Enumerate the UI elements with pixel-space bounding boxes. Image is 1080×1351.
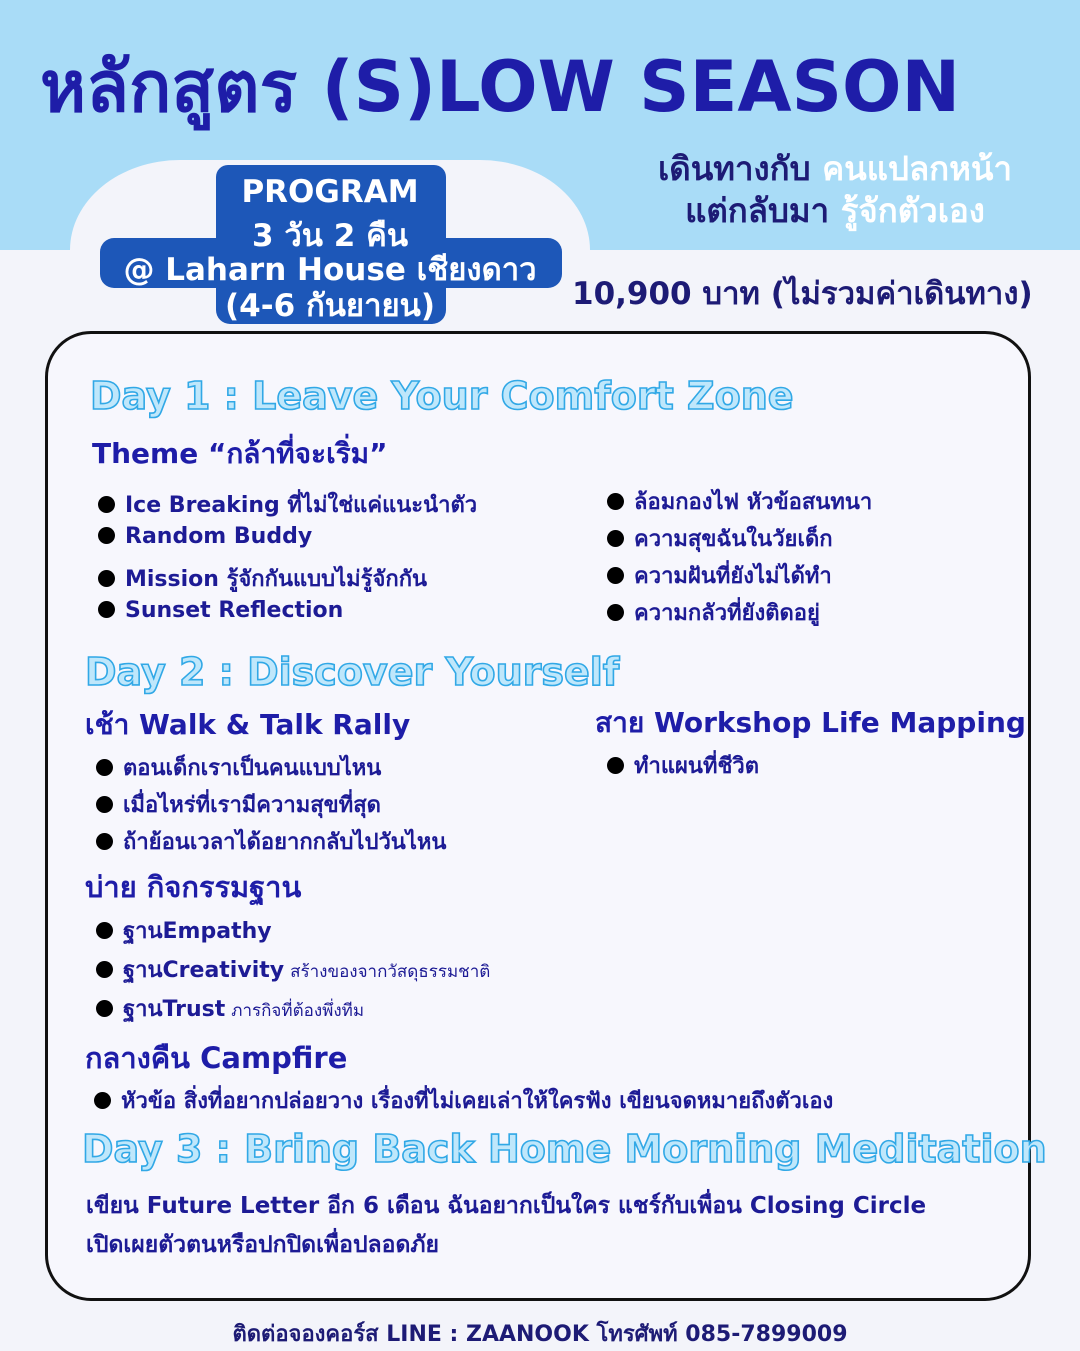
bullet-icon [98,601,115,618]
bullet-icon [607,757,624,774]
tagline-line1-a: เดินทางกับ [658,149,823,188]
contact-footer: ติดต่อจองคอร์ส LINE : ZAANOOK โทรศัพท์ 085-7899009 [232,1322,848,1347]
bullet-icon [98,570,115,587]
bullet-icon [94,1092,111,1109]
list-item: ความสุขฉันในวัยเด็ก [607,521,833,556]
bullet-icon [607,493,624,510]
price: 10,900 บาท (ไม่รวมค่าเดินทาง) [572,276,1033,312]
list-item: Sunset Reflection [98,598,343,623]
bullet-icon [607,604,624,621]
bullet-icon [96,1000,113,1017]
bullet-icon [96,833,113,850]
program-location: @ Laharn House เชียงดาว [123,252,537,288]
page-title: หลักสูตร (S)LOW SEASON [40,46,961,128]
list-item: ความฝันที่ยังไม่ได้ทำ [607,558,832,593]
bullet-icon [607,567,624,584]
day2-morning-title: เช้า Walk & Talk Rally [85,708,411,741]
day2-title: Day 2 : Discover Yourself [85,650,620,694]
bullet-icon [96,759,113,776]
day3-line1: เขียน Future Letter อีก 6 เดือน ฉันอยากเป็นใคร แชร์กับเพื่อน Closing Circle [86,1193,927,1219]
day1-title: Day 1 : Leave Your Comfort Zone [90,374,794,418]
program-duration: 3 วัน 2 คืน [251,218,409,254]
day2-afternoon-title: บ่าย กิจกรรมฐาน [85,870,302,904]
tagline-line2-a: แต่กลับมา [685,191,841,230]
program-label: PROGRAM [241,174,419,210]
list-item: ทำแผนที่ชีวิต [607,748,759,783]
bullet-icon [98,496,115,513]
bullet-icon [98,527,115,544]
list-item: ล้อมกองไฟ หัวข้อสนทนา [607,484,872,519]
program-dates: (4-6 กันยายน) [224,288,436,324]
day2-night-title: กลางคืน Campfire [85,1041,348,1075]
bullet-icon [96,796,113,813]
list-item: ฐานCreativity สร้างของจากวัสดุธรรมชาติ [96,952,490,987]
bullet-icon [96,922,113,939]
list-item: ถ้าย้อนเวลาได้อยากกลับไปวันไหน [96,824,446,859]
list-item: Random Buddy [98,524,312,549]
list-item: หัวข้อ สิ่งที่อยากปล่อยวาง เรื่องที่ไม่เคยเล่าให้ใครฟัง เขียนจดหมายถึงตัวเอง [94,1083,833,1118]
list-item: ตอนเด็กเราเป็นคนแบบไหน [96,750,381,785]
day2-late-title: สาย Workshop Life Mapping [595,706,1026,739]
tagline-line1-b: คนแปลกหน้า [822,149,1012,188]
list-item: เมื่อไหร่ที่เรามีความสุขที่สุด [96,787,381,822]
list-item: Ice Breaking ที่ไม่ใช่แค่แนะนำตัว [98,487,477,522]
day3-title: Day 3 : Bring Back Home Morning Meditation [82,1127,1047,1171]
list-item: ความกลัวที่ยังติดอยู่ [607,595,820,630]
tagline-line2-b: รู้จักตัวเอง [840,191,985,230]
bullet-icon [96,961,113,978]
tagline [600,148,1070,232]
list-item: ฐานEmpathy [96,913,272,948]
day3-line2: เปิดเผยตัวตนหรือปกปิดเพื่อปลอดภัย [86,1232,440,1258]
bullet-icon [607,530,624,547]
day1-theme: Theme “กล้าที่จะเริ่ม” [92,437,388,470]
list-item: ฐานTrust ภารกิจที่ต้องพึ่งทีม [96,991,364,1026]
list-item: Mission รู้จักกันแบบไม่รู้จักกัน [98,561,427,596]
